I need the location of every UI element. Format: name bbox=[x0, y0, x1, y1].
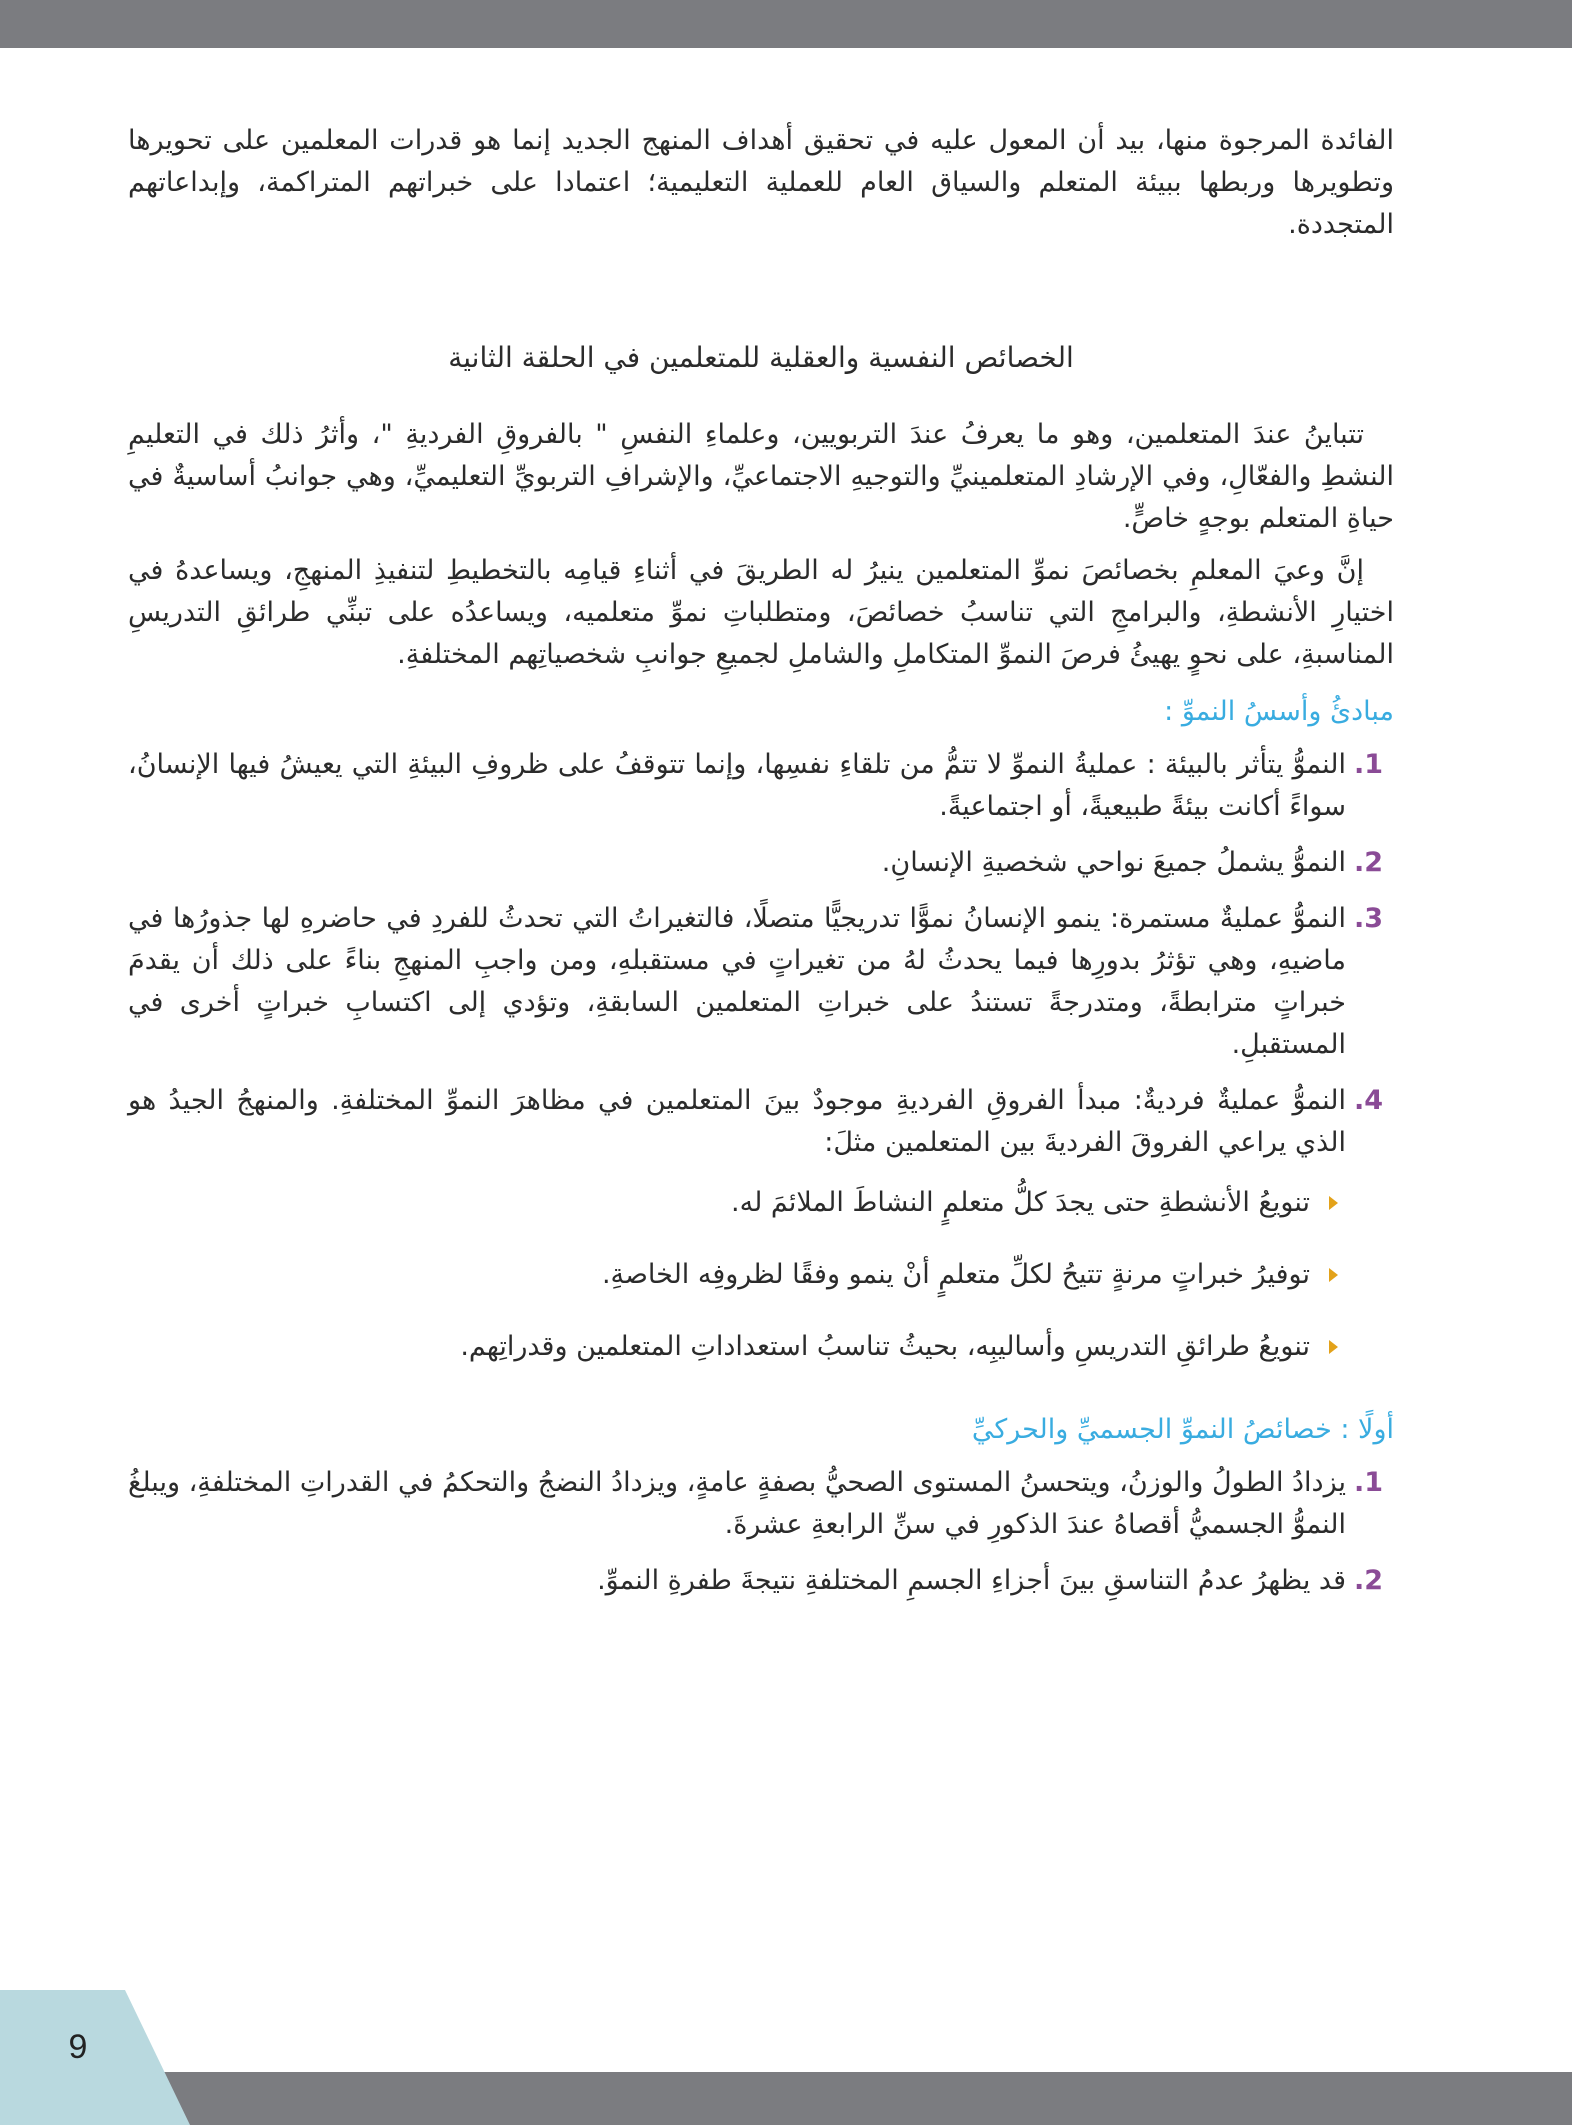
item-text: النموُّ عمليةٌ فرديةٌ: مبدأ الفروقِ الفرديةِ موجودٌ بينَ المتعلمين في مظاهرَ النموِّ المختلفةِ. والمنهجُ الجيدُ هو الذي يراعي الفروقَ الفرديةَ بين المتعلمين مثلَ: bbox=[128, 1085, 1346, 1158]
item-number: 2. bbox=[1354, 847, 1384, 878]
list-item bbox=[128, 1560, 1394, 1602]
bullet-item bbox=[128, 1182, 1346, 1224]
item-number: 4. bbox=[1354, 1085, 1384, 1116]
physical-growth-list bbox=[128, 1462, 1394, 1602]
list-item bbox=[128, 842, 1394, 884]
item-number: 2. bbox=[1354, 1565, 1384, 1596]
item-text: قد يظهرُ عدمُ التناسقِ بينَ أجزاءِ الجسمِ المختلفةِ نتيجةَ طفرةِ النموِّ. bbox=[597, 1565, 1346, 1596]
paragraph-individual-differences: تتباينُ عندَ المتعلمين، وهو ما يعرفُ عندَ التربويين، وعلماءِ النفسِ " بالفروقِ الفرديةِ "، وأثرُ ذلك في التعليمِ النشطِ والفعّالِ، وفي الإرشادِ المتعلمينيِّ والتوجيهِ الاجتماعيِّ، والإشرافِ التربويِّ التعليميِّ، وهي جوانبُ أساسيةٌ في حياةِ المتعلم بوجهٍ خاصٍّ. bbox=[128, 419, 1394, 534]
list-item bbox=[128, 1462, 1394, 1546]
principles-heading: مبادئُ وأسسُ النموِّ : bbox=[1164, 696, 1394, 727]
top-header-bar bbox=[0, 0, 1572, 48]
item-text: النموُّ يتأثر بالبيئة : عمليةُ النموِّ لا تتمُّ من تلقاءِ نفسِها، وإنما تتوقفُ على ظروفِ البيئةِ التي يعيشُ فيها الإنسانُ، سواءً أكانت بيئةً طبيعيةً، أو اجتماعيةً. bbox=[128, 749, 1346, 822]
item-text: يزدادُ الطولُ والوزنُ، ويتحسنُ المستوى الصحيُّ بصفةٍ عامةٍ، ويزدادُ النضجُ والتحكمُ في القدراتِ المختلفةِ، ويبلغُ النموُّ الجسميُّ أقصاهُ عندَ الذكورِ في سنِّ الرابعةِ عشرةَ. bbox=[128, 1467, 1346, 1540]
triangle-bullet-icon bbox=[1329, 1340, 1338, 1354]
list-item bbox=[128, 744, 1394, 828]
item-number: 1. bbox=[1354, 1467, 1384, 1498]
principles-list bbox=[128, 744, 1394, 1368]
physical-growth-heading: أولًا : خصائصُ النموِّ الجسميِّ والحركيِّ bbox=[971, 1414, 1394, 1445]
item-number: 1. bbox=[1354, 749, 1384, 780]
bottom-footer-bar bbox=[0, 2072, 1572, 2125]
section-title: الخصائص النفسية والعقلية للمتعلمين في الحلقة الثانية bbox=[448, 341, 1074, 374]
page-number: 9 bbox=[68, 2028, 88, 2066]
page-number-tab bbox=[0, 1990, 200, 2125]
item-number: 3. bbox=[1354, 903, 1384, 934]
list-item bbox=[128, 898, 1394, 1066]
bullet-text: تنويعُ الأنشطةِ حتى يجدَ كلُّ متعلمٍ النشاطَ الملائمَ له. bbox=[731, 1187, 1310, 1218]
bullet-list bbox=[128, 1182, 1346, 1368]
bullet-item bbox=[128, 1326, 1346, 1368]
intro-paragraph: الفائدة المرجوة منها، بيد أن المعول عليه في تحقيق أهداف المنهج الجديد إنما هو قدرات المعلمين على تحويرها وتطويرها وربطها ببيئة المتعلم والسياق العام للعملية التعليمية؛ اعتمادا على خبراتهم المتراكمة، وإبداعاتهم المتجددة. bbox=[128, 125, 1394, 240]
page-content bbox=[128, 120, 1394, 1616]
bullet-item bbox=[128, 1254, 1346, 1296]
bullet-text: تنويعُ طرائقِ التدريسِ وأساليبِه، بحيثُ تناسبُ استعداداتِ المتعلمين وقدراتِهم. bbox=[460, 1331, 1310, 1362]
bullet-text: توفيرُ خبراتٍ مرنةٍ تتيحُ لكلِّ متعلمٍ أنْ ينمو وفقًا لظروفِه الخاصةِ. bbox=[601, 1259, 1310, 1290]
paragraph-teacher-awareness: إنَّ وعيَ المعلمِ بخصائصَ نموِّ المتعلمين ينيرُ له الطريقَ في أثناءِ قيامِه بالتخطيطِ لتنفيذِ المنهجِ، ويساعدهُ في اختيارِ الأنشطةِ، والبرامجِ التي تناسبُ خصائصَ، ومتطلباتِ نموِّ متعلميه، ويساعدُه على تبنِّي طرائقِ التدريسِ المناسبةِ، على نحوٍ يهيئُ فرصَ النموِّ المتكاملِ والشاملِ لجميعِ جوانبِ شخصياتِهم المختلفةِ. bbox=[128, 555, 1394, 670]
item-text: النموُّ عمليةٌ مستمرة: ينمو الإنسانُ نموًّا تدريجيًّا متصلًا، فالتغيراتُ التي تحدثُ للفردِ في حاضرهِ لها جذورُها في ماضيهِ، وهي تؤثرُ بدورِها فيما يحدثُ لهُ من تغيراتٍ في مستقبلهِ، ومن واجبِ المنهجِ بناءً على ذلك أن يقدمَ خبراتٍ مترابطةً، ومتدرجةً تستندُ على خبراتِ المتعلمين السابقةِ، وتؤدي إلى اكتسابِ خبراتٍ أخرى في المستقبلِ. bbox=[128, 903, 1346, 1060]
list-item bbox=[128, 1080, 1394, 1368]
item-text: النموُّ يشملُ جميعَ نواحي شخصيةِ الإنسانِ. bbox=[881, 847, 1346, 878]
triangle-bullet-icon bbox=[1329, 1196, 1338, 1210]
triangle-bullet-icon bbox=[1329, 1268, 1338, 1282]
